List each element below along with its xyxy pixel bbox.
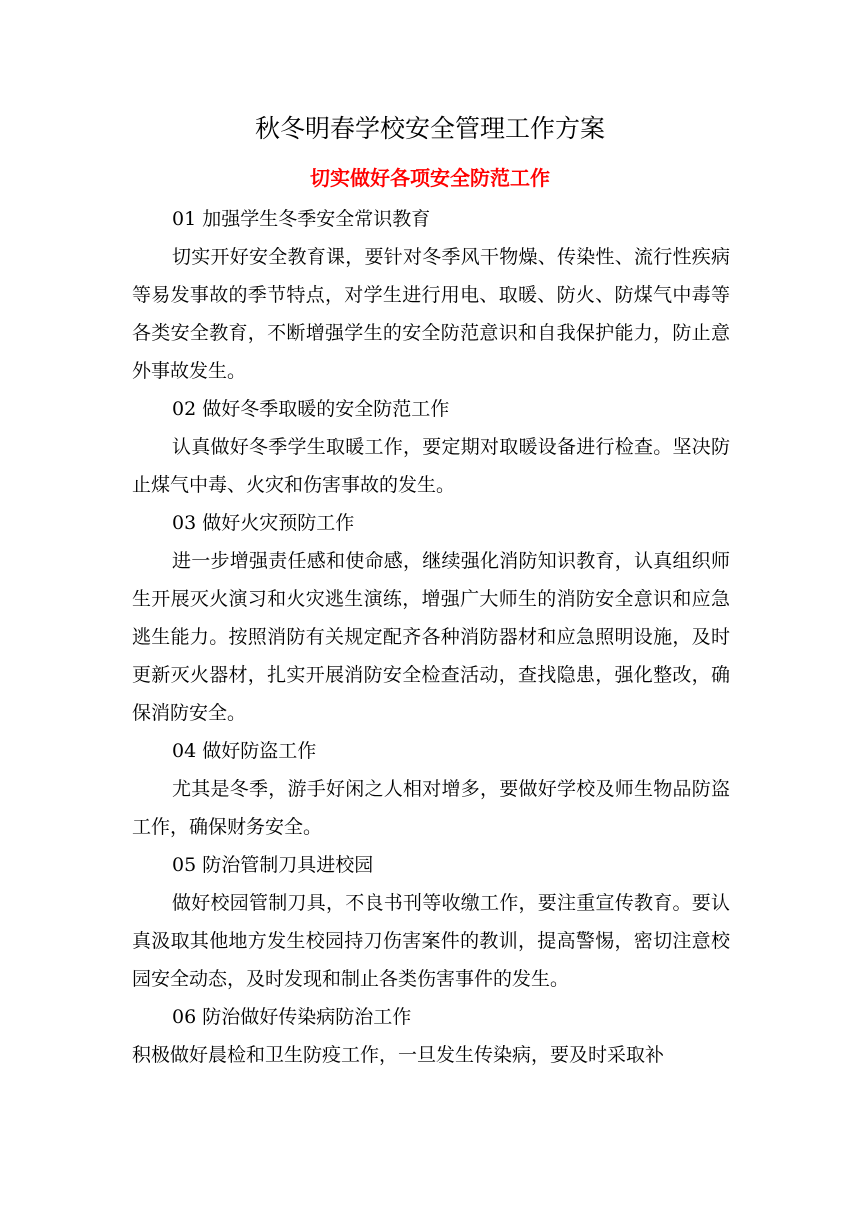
- section-text-05: 做好校园管制刀具，不良书刊等收缴工作，要注重宣传教育。要认真汲取其他地方发生校园持刀伤害案件的教训，提高警惕，密切注意校园安全动态，及时发现和制止各类伤害事件的发生。: [132, 892, 730, 990]
- document-title: 秋冬明春学校安全管理工作方案: [254, 114, 605, 143]
- section-heading-04: 04 做好防盗工作: [172, 740, 317, 762]
- section-heading-05: 05 防治管制刀具进校园: [172, 854, 374, 876]
- section-text-01: 切实开好安全教育课，要针对冬季风干物燥、传染性、流行性疾病等易发事故的季节特点，对学生进行用电、取暖、防火、防煤气中毒等各类安全教育，不断增强学生的安全防范意识和自我保护能力，防止意外事故发生。: [132, 246, 730, 382]
- document-subtitle: 切实做好各项安全防范工作: [310, 166, 550, 190]
- section-text-03: 进一步增强责任感和使命感，继续强化消防知识教育，认真组织师生开展灭火演习和火灾逃生演练，增强广大师生的消防安全意识和应急逃生能力。按照消防有关规定配齐各种消防器材和应急照明设施，及时更新灭火器材，扎实开展消防安全检查活动，查找隐患，强化整改，确保消防安全。: [132, 550, 730, 724]
- section-heading-02: 02 做好冬季取暖的安全防范工作: [172, 398, 450, 420]
- document-body: [132, 200, 730, 1074]
- section-heading-03: 03 做好火灾预防工作: [172, 512, 355, 534]
- section-heading-01: 01 加强学生冬季安全常识教育: [172, 208, 431, 230]
- section-heading-06: 06 防治做好传染病防治工作: [172, 1006, 412, 1028]
- section-text-02: 认真做好冬季学生取暖工作，要定期对取暖设备进行检查。坚决防止煤气中毒、火灾和伤害事故的发生。: [132, 436, 730, 496]
- section-text-06: 积极做好晨检和卫生防疫工作，一旦发生传染病，要及时采取补: [132, 1044, 665, 1066]
- section-text-04: 尤其是冬季，游手好闲之人相对增多，要做好学校及师生物品防盗工作，确保财务安全。: [132, 778, 730, 838]
